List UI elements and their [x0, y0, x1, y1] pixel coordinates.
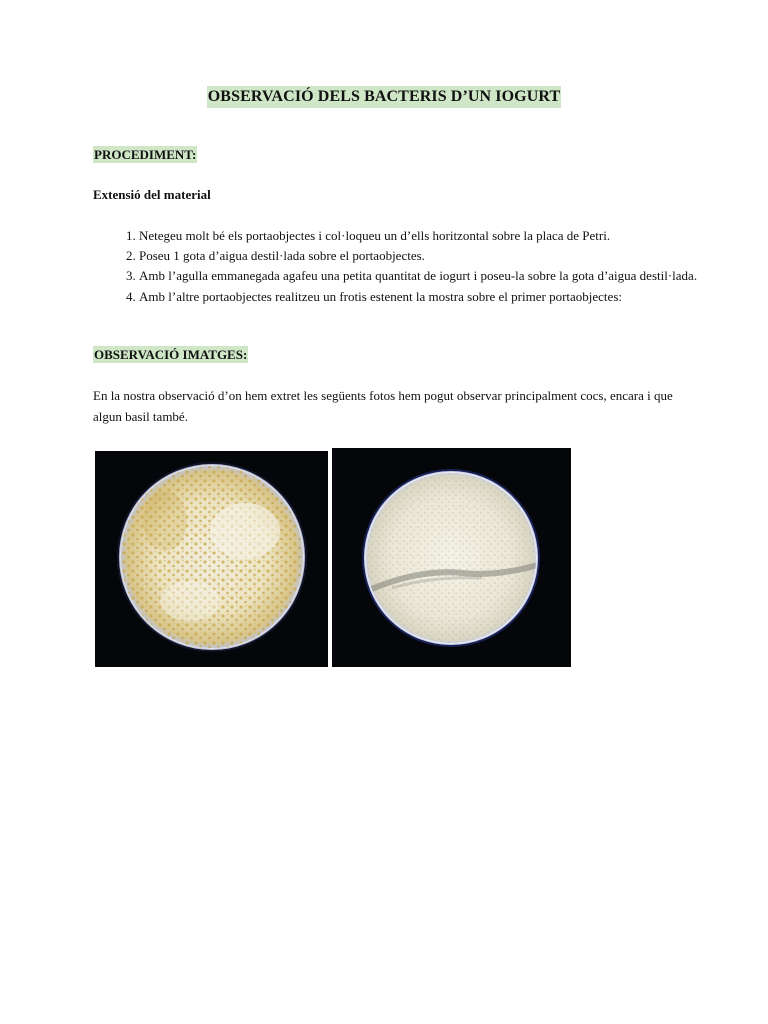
document-title: OBSERVACIÓ DELS BACTERIS D’UN IOGURT — [207, 86, 561, 108]
observation-paragraph: En la nostra observació d’on hem extret les següents fotos hem pogut observar principalment cocs, encara i que algun basil també. — [93, 388, 673, 424]
procedure-steps-list — [93, 226, 719, 307]
procedure-step: 2. Poseu 1 gota d’aigua destil·lada sobre el portaobjectes. — [139, 246, 719, 266]
title-wrapper — [0, 86, 768, 108]
procedure-step: 1. Netegeu molt bé els portaobjectes i col·loqueu un d’ells horitzontal sobre la placa de Petri. — [139, 226, 719, 246]
observacio-heading: OBSERVACIÓ IMATGES: — [94, 347, 248, 362]
procediment-heading: PROCEDIMENT: — [94, 147, 197, 162]
microscope-photo-1 — [95, 451, 328, 667]
procedure-step: 3. Amb l’agulla emmanegada agafeu una petita quantitat de iogurt i poseu-la sobre la gota d’aigua destil·lada. — [139, 266, 719, 286]
microscope-photo-2 — [332, 448, 571, 667]
procediment-subheading: Extensió del material — [93, 187, 211, 202]
procedure-step: 4. Amb l’altre portaobjectes realitzeu un frotis estenent la mostra sobre el primer portaobjectes: — [139, 287, 719, 307]
